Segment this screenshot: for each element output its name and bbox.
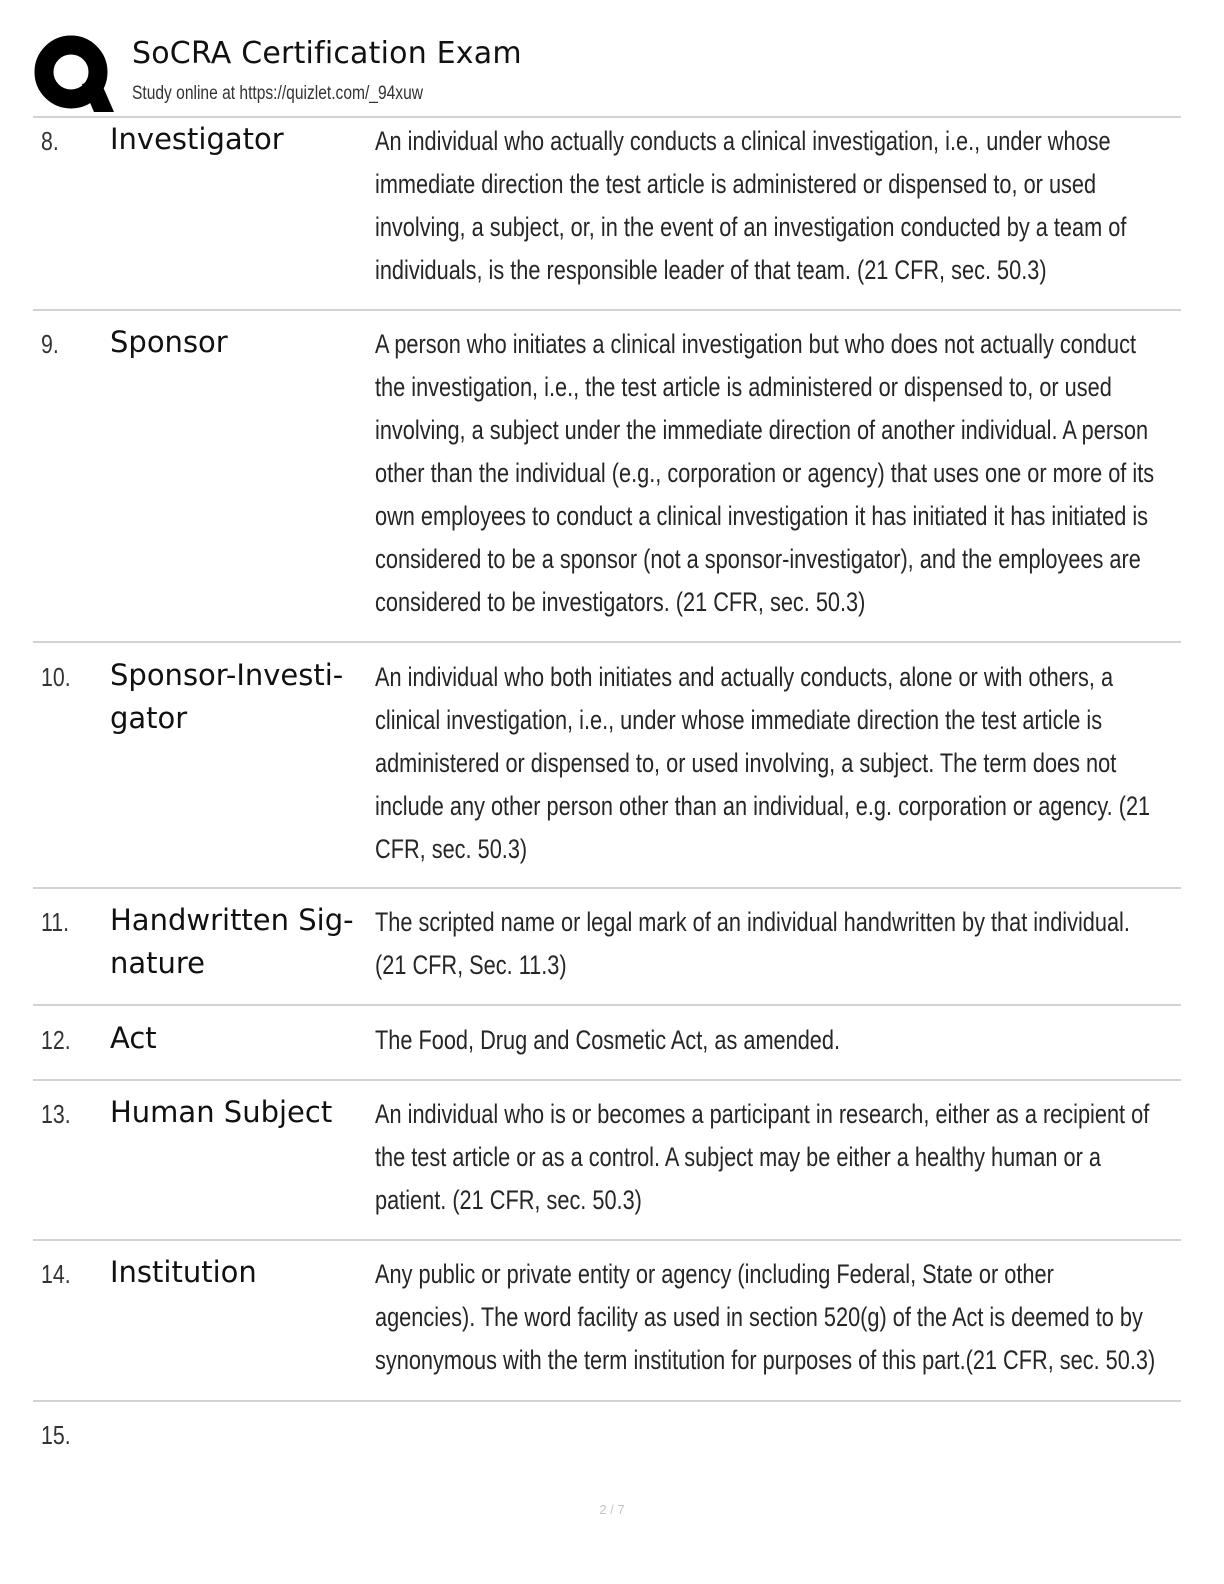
entry-term: Investigator (110, 122, 284, 156)
entry-definition: An individual who both initiates and actually conducts, alone or with others, a clinical investigation, i.e., under whose immediate direction the test article is administered or dispensed to, or used involving, a subject. The term does not include any other person other than an individual, e.g. corporation or agency. (21 CFR, sec. 50.3) (375, 662, 1151, 864)
study-link[interactable]: Study online at https://quizlet.com/_94xuw (132, 83, 423, 104)
entry-term: Human Subject (110, 1095, 333, 1129)
entry-number: 10. (41, 662, 71, 692)
entry-number: 12. (41, 1025, 71, 1055)
entry-definition: An individual who actually conducts a clinical investigation, i.e., under whose immediate direction the test article is administered or dispensed to, or used involving, a subject, or, in the event of an investigation conducted by a team of individuals, is the responsible leader of that team. (21 CFR, sec. 50.3) (375, 126, 1127, 285)
entry-number: 15. (41, 1420, 71, 1450)
entry-definition: An individual who is or becomes a participant in research, either as a recipient of the test article or as a control. A subject may be either a healthy human or a patient. (21 CFR, sec. 50.3) (375, 1099, 1150, 1215)
page-number: 2 / 7 (599, 1502, 625, 1517)
entry-term: Handwritten Sig-nature (110, 903, 354, 980)
entry-definition: A person who initiates a clinical investigation but who does not actually conduct the investigation, i.e., the test article is administered or dispensed to, or used involving, a subject under the immediate direction of another individual. A person other than the individual (e.g., corporation or agency) that uses one or more of its own employees to conduct a clinical investigation it has initiated it has initiated is considered to be a sponsor (not a sponsor-investigator), and the employees are considered to be investigators. (21 CFR, sec. 50.3) (375, 329, 1155, 617)
entry-term: Institution (110, 1255, 257, 1289)
divider (33, 1079, 1181, 1081)
divider (33, 641, 1181, 643)
divider (33, 309, 1181, 311)
entry-number: 13. (41, 1099, 71, 1129)
entry-term: Sponsor (110, 325, 228, 359)
divider (33, 1004, 1181, 1006)
entry-term: Sponsor-Investi-gator (110, 658, 344, 735)
page-title: SoCRA Certification Exam (132, 36, 522, 71)
divider (33, 887, 1181, 889)
entry-number: 11. (41, 907, 70, 937)
entry-number: 9. (41, 329, 59, 359)
entry-definition: Any public or private entity or agency (including Federal, State or other agencies). The word facility as used in section 520(g) of the Act is deemed to by synonymous with the term institution for purposes of this part.(21 CFR, sec. 50.3) (375, 1259, 1156, 1375)
quizlet-q-logo-icon (34, 34, 114, 112)
divider (33, 1400, 1181, 1402)
entry-number: 8. (41, 126, 59, 156)
entry-definition: The scripted name or legal mark of an individual handwritten by that individual. (21 CFR, Sec. 11.3) (375, 907, 1130, 980)
entry-number: 14. (41, 1259, 71, 1289)
entry-definition: The Food, Drug and Cosmetic Act, as amended. (375, 1025, 841, 1055)
page-header (34, 30, 1184, 116)
divider (33, 1239, 1181, 1241)
entry-term: Act (110, 1021, 157, 1055)
